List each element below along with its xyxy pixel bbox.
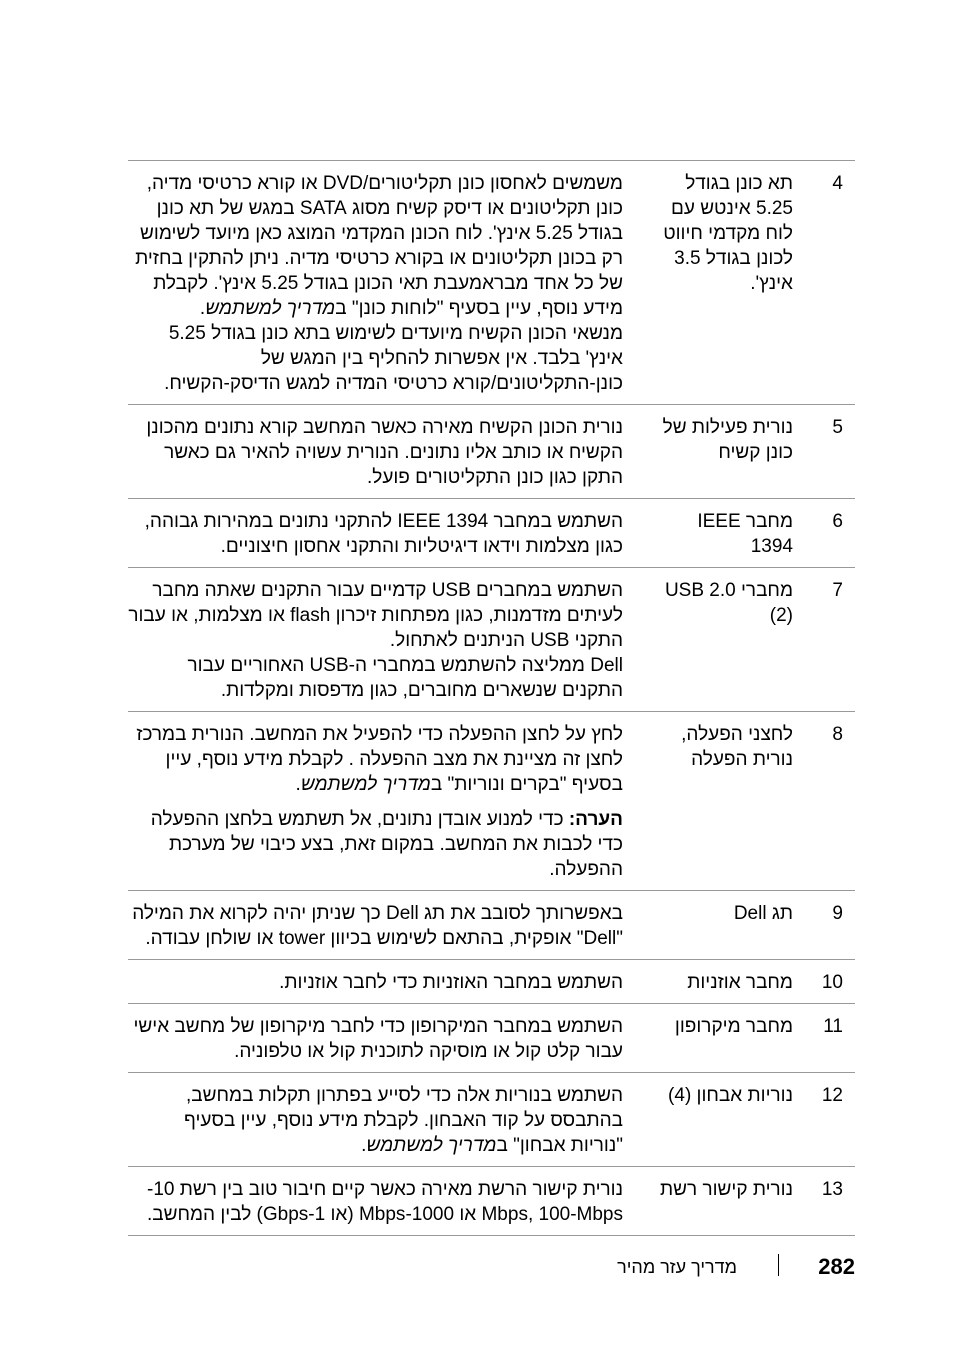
text-run: השתמש במחבר IEEE 1394 להתקני נתונים במהירות גבוהה, כגון מצלמות וידאו דיגיטליות והתקני אחסון חיצוניים. xyxy=(144,511,623,557)
note-label: הערה: xyxy=(568,809,623,830)
row-description xyxy=(128,1083,655,1158)
row-label: מחבר אוזניות xyxy=(687,972,793,993)
text-run: מנשאי הכונן הקשיח מיועדים לשימוש בתא כונן בגודל 5.25 אינץ' בלבד. אין אפשרות להחליף בין המגש של כונן-התקליטונים/קורא כרטיסי המדיה למגש הדיסק-הקשיח. xyxy=(164,323,623,394)
row-description xyxy=(128,1177,655,1227)
footer-title: מדריך עזר מהיר xyxy=(617,1257,737,1277)
text-run: . xyxy=(295,774,301,795)
table-row xyxy=(128,1073,855,1167)
text-run: השתמש במחבר המיקרופון כדי לחבר מיקרופון של מחשב אישי עבור קלט קול או מוסיקה לתוכנית קול או טלפוניה. xyxy=(133,1016,623,1062)
row-number: 11 xyxy=(823,1016,843,1037)
row-number: 4 xyxy=(832,173,843,194)
description-paragraph xyxy=(128,321,623,396)
row-number: 7 xyxy=(832,580,843,601)
doc-title-ref: מדריך למשתמש xyxy=(366,1135,497,1156)
row-description xyxy=(128,415,655,490)
table-row xyxy=(128,712,855,891)
note-paragraph xyxy=(128,807,623,882)
doc-title-ref: מדריך למשתמש xyxy=(300,774,431,795)
text-run: משמשים לאחסון כונן תקליטורים/DVD או קורא כרטיסי מדיה, כונן תקליטונים או דיסק קשיח מסוג SATA במגש של תא כונן בגודל 5.25 אינץ'. לוח הכונן המקדמי המוצג כאן מיועד לשימוש רק בכונן תקליטונים או בקורא כרטיסי מדיה. ניתן להתקין בחזית של כל אחד מבראמעבת תאי הכונן בגודל 5.25 אינץ'. לקבלת מידע נוסף, עיין בסעיף "לוחות כונן" ב xyxy=(135,173,623,319)
text-run: השתמש במחברים USB קדמיים עבור התקנים שאתה מחבר לעיתים מזדמנות, כגון מפתחות זיכרון flash או מצלמות, או עבור התקני USB הניתנים לאתחול. xyxy=(128,580,623,651)
row-description xyxy=(128,1014,655,1064)
text-run: . xyxy=(199,298,206,319)
description-paragraph xyxy=(128,415,623,490)
row-label: מחברי USB 2.0 (2) xyxy=(664,580,793,626)
table-row xyxy=(128,161,855,405)
text-run: לחץ על לחצן ההפעלה כדי להפעיל את המחשב. הנורית במרכז לחצן זה מציינת את מצב ההפעלה . לקבלת מידע נוסף, עיין בסעיף "בקרים ונוריות" ב xyxy=(136,724,623,795)
row-number: 13 xyxy=(821,1179,843,1200)
row-label: נוריות אבחון (4) xyxy=(668,1085,793,1106)
description-paragraph xyxy=(128,653,623,703)
row-label: נורית קישור רשת xyxy=(660,1179,793,1200)
row-description xyxy=(128,171,655,396)
row-label: תג Dell xyxy=(733,903,793,924)
description-paragraph xyxy=(128,901,623,951)
text-run: כדי למנוע אובדן נתונים, אל תשתמש בלחצן ההפעלה כדי לכבות את המחשב. במקום זאת, בצע כיבוי של מערכת ההפעלה. xyxy=(150,809,623,880)
table-row xyxy=(128,1167,855,1236)
row-description xyxy=(128,509,655,559)
row-label: מחבר IEEE 1394 xyxy=(697,511,793,557)
text-run: השתמש בנוריות אלה כדי לסייע בפתרון תקלות במחשב, בהתבסס על קוד האבחון. לקבלת מידע נוסף, עיין בסעיף "נוריות אבחון" ב xyxy=(184,1085,623,1156)
table-row xyxy=(128,568,855,712)
text-run: באפשרותך לסובב את תג Dell כך שניתן יהיה לקרוא את המילה "Dell" אופקית, בהתאם לשימוש בכיוון tower או שולחן עבודה. xyxy=(132,903,623,949)
text-run: Dell ממליצה להשתמש במחברי ה-USB האחוריים עבור התקנים שנשארים מחוברים, כגון מדפסות ומקלדות. xyxy=(187,655,623,701)
row-number: 6 xyxy=(832,511,843,532)
description-paragraph xyxy=(128,171,623,321)
row-description xyxy=(128,970,655,995)
table-row xyxy=(128,891,855,960)
row-number: 8 xyxy=(832,724,843,745)
description-paragraph xyxy=(128,970,623,995)
row-number: 10 xyxy=(821,972,843,993)
text-run: נורית הכונן הקשיח מאירה כאשר המחשב קורא נתונים מהכונן הקשיח או כותב אליו נתונים. הנורית עשויה להאיר גם כאשר התקן כגון כונן התקליטורים פועל. xyxy=(146,417,623,488)
table-row xyxy=(128,405,855,499)
row-description xyxy=(128,722,655,882)
page-footer xyxy=(128,1252,855,1282)
row-description xyxy=(128,578,655,703)
row-description xyxy=(128,901,655,951)
row-label: מחבר מיקרופון xyxy=(674,1016,793,1037)
page-number: 282 xyxy=(818,1254,855,1279)
text-run: נורית קישור הרשת מאירה כאשר קיים חיבור טוב בין רשת 10-Mbps, 100-Mbps או 1000-Mbps (או 1-Gbps) לבין המחשב. xyxy=(146,1179,623,1225)
row-number: 5 xyxy=(832,417,843,438)
row-label: תא כונן בגודל 5.25 אינטש עם לוח מקדמי חיווט לכונן בגודל 3.5 אינץ'. xyxy=(663,173,793,294)
description-paragraph xyxy=(128,578,623,653)
text-run: השתמש במחבר האוזניות כדי לחבר אוזניות. xyxy=(279,972,623,993)
description-paragraph xyxy=(128,722,623,797)
table-row xyxy=(128,1004,855,1073)
row-label: נורית פעילות של כונן קשיח xyxy=(662,417,793,463)
description-paragraph xyxy=(128,1177,623,1227)
footer-divider xyxy=(778,1254,779,1276)
row-number: 12 xyxy=(821,1085,843,1106)
table-row xyxy=(128,499,855,568)
description-paragraph xyxy=(128,1014,623,1064)
row-label: לחצני הפעלה, נורית הפעלה xyxy=(681,724,793,770)
text-run: . xyxy=(361,1135,367,1156)
components-table xyxy=(128,160,855,1236)
table-row xyxy=(128,960,855,1004)
description-paragraph xyxy=(128,509,623,559)
doc-title-ref: מדריך למשתמש xyxy=(205,298,336,319)
row-number: 9 xyxy=(832,903,843,924)
description-paragraph xyxy=(128,1083,623,1158)
